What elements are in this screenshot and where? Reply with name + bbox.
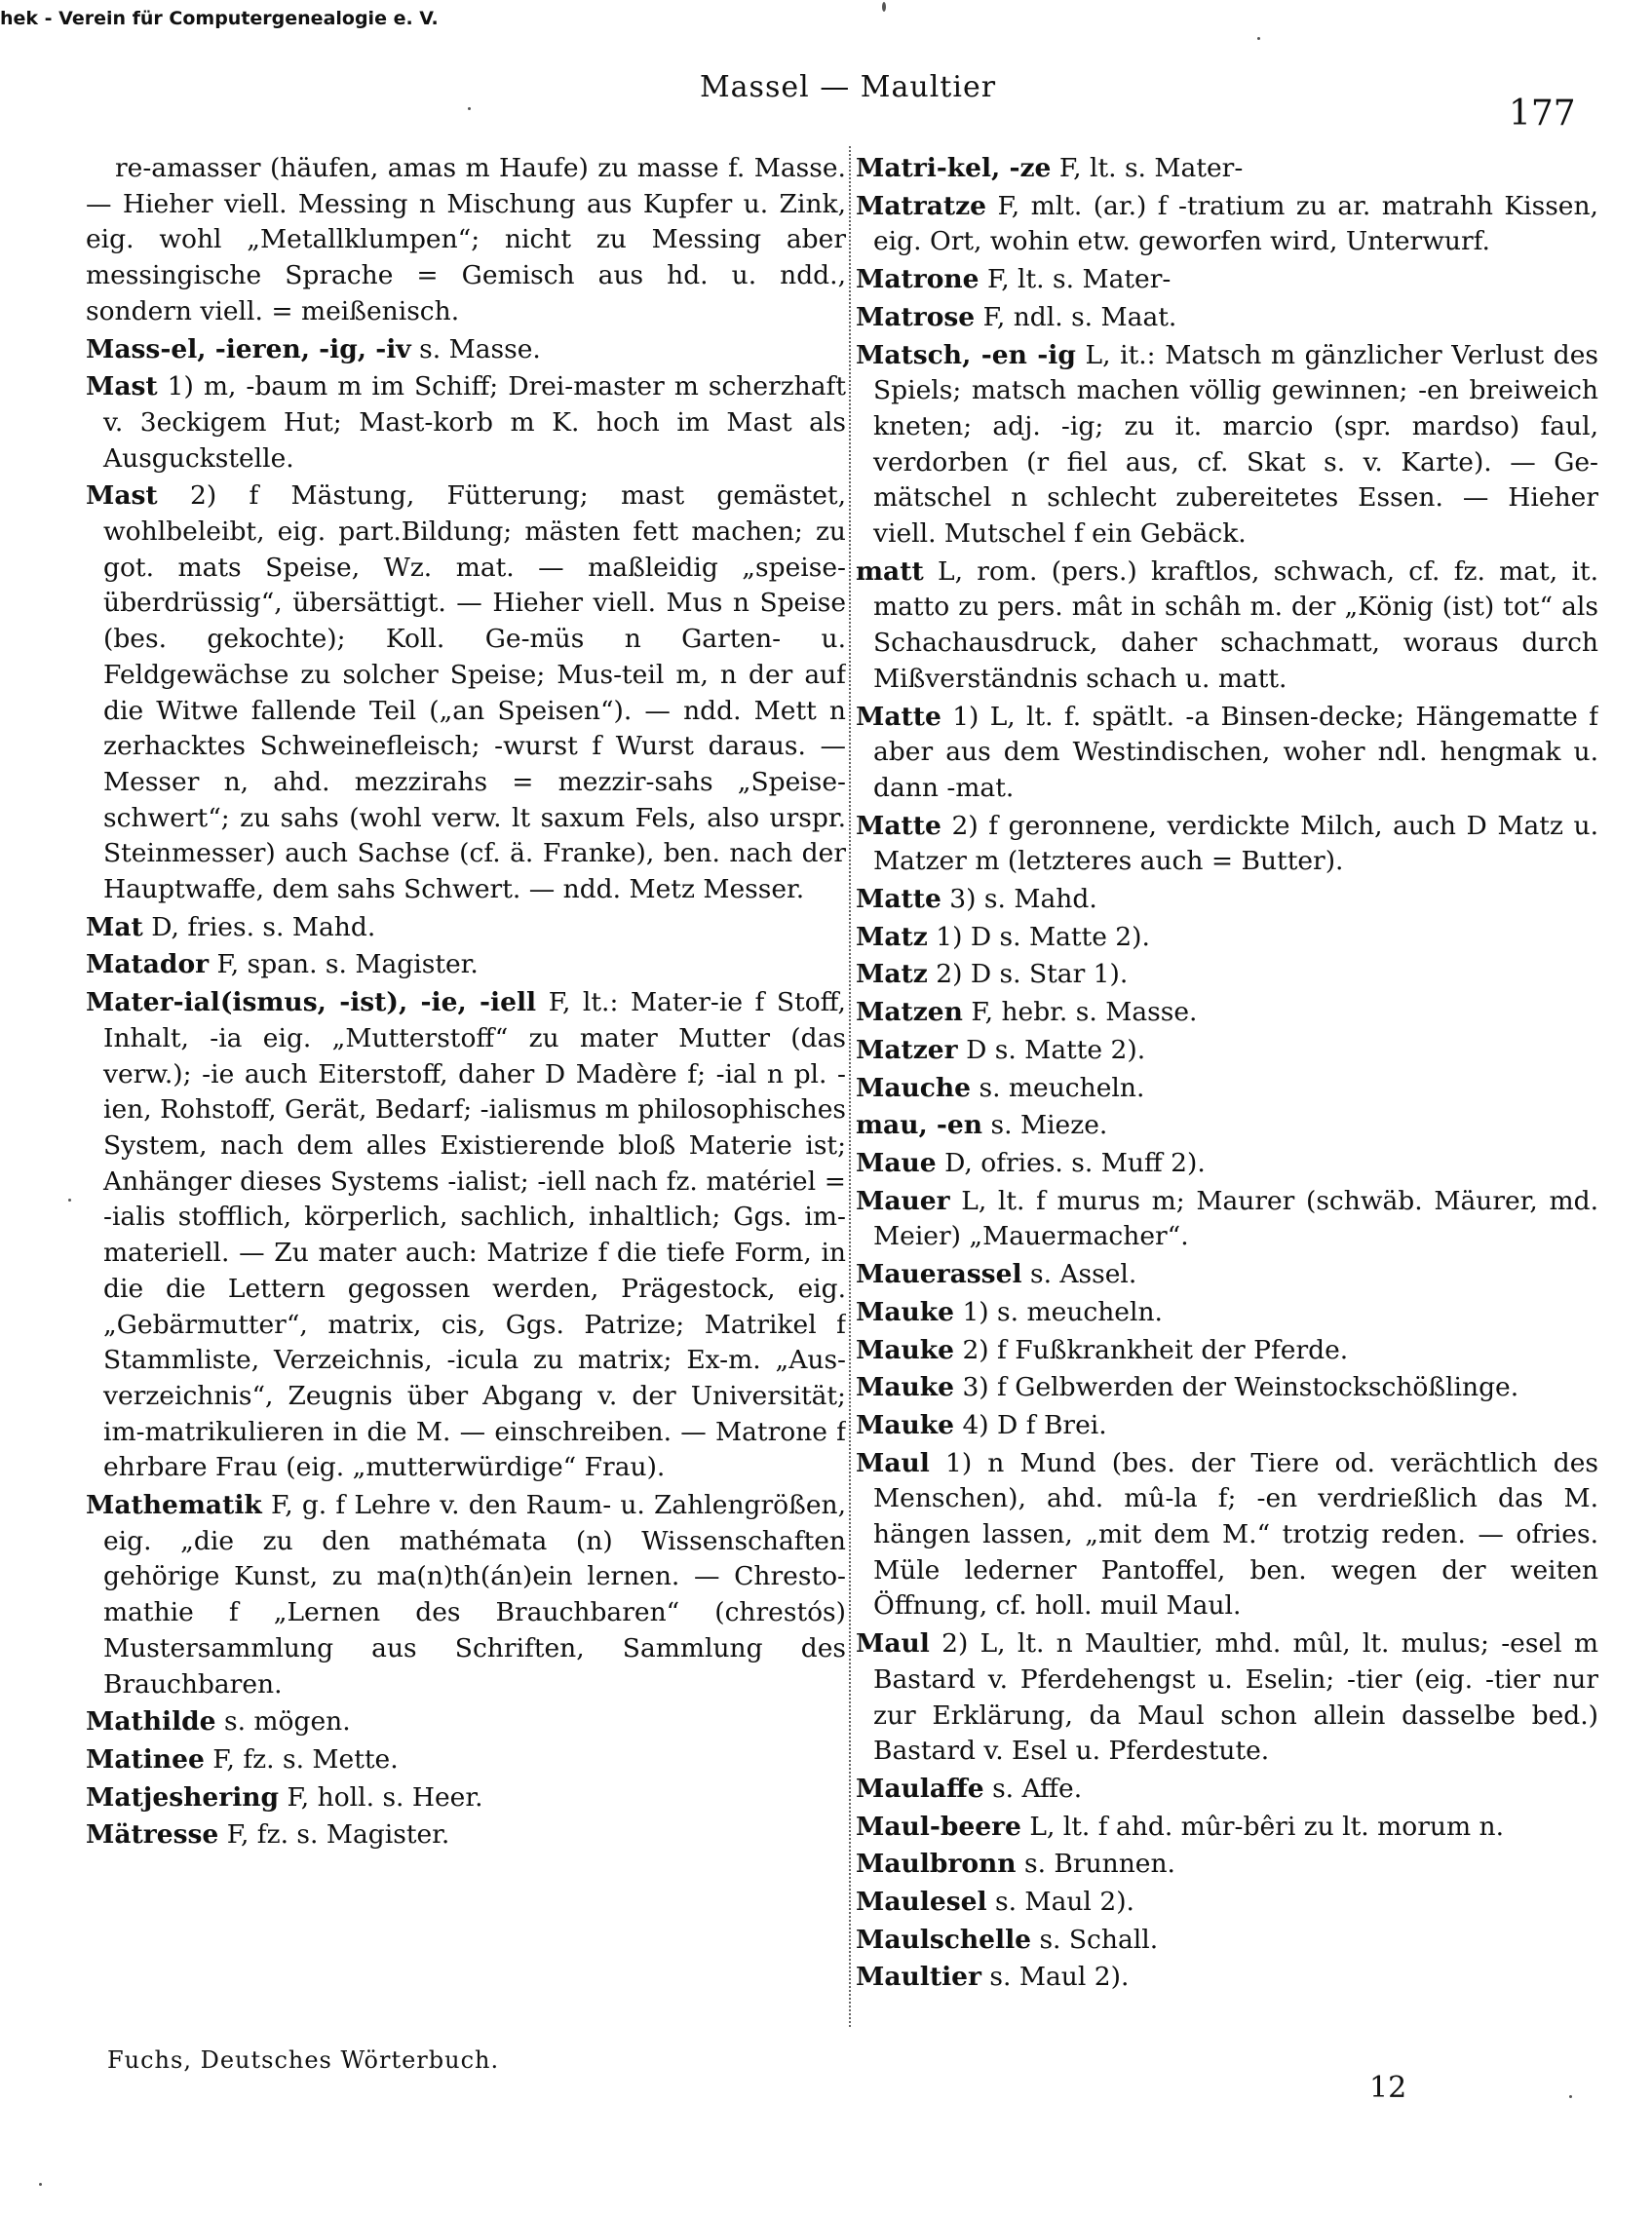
scan-speck (68, 1199, 71, 1202)
dictionary-entry (856, 1146, 1598, 1182)
dictionary-entry (856, 1446, 1598, 1625)
dictionary-entry (86, 1817, 846, 1853)
dictionary-entry (856, 700, 1598, 807)
entry-text: 2) f Fußkrankheit der Pferde. (962, 1334, 1349, 1365)
scan-speck (468, 107, 471, 110)
entry-text: L, rom. (pers.) kraftlos, schwach, cf. fz. mat, it. matto zu pers. mât in schâh m. der „König (ist) tot“ als Schachausdruck, daher schachmatt, woraus durch Mißverständnis schach u. matt. (873, 555, 1598, 694)
dictionary-entry (856, 1923, 1598, 1959)
entry-text: 3) f Gelbwerden der Weinstockschößlinge. (962, 1372, 1519, 1403)
entry-headword: Matinee (86, 1743, 205, 1775)
entry-headword: Maul (856, 1628, 930, 1660)
entry-text: F, lt.: Mater-ie f Stoff, Inhalt, -ia eig. „Mutterstoff“ zu mater Mutter (das verw.); -ie auch Eiterstoff, daher D Madère f; -ial n pl. -ien, Rohstoff, Gerät, Bedarf; -ialismus m philosophisches System, nach dem alles Existierende bloß Materie ist; Anhänger dieses Systems -ialist; -iell nach fz. matériel = -ialis stofflich, körperlich, sachlich, inhaltlich; Ggs. im-materiell. — Zu mater auch: Matrize f die tiefe Form, in die die Lettern gegossen werden, Prägestock, eig. „Gebärmutter“, matrix, cis, Ggs. Patrize; Matrikel f Stammliste, Verzeichnis, -icula zu matrix; Ex-m. „Aus-verzeichnis“, Zeugnis über Abgang v. der Universität; im-matrikulieren in die M. — einschreiben. — Matrone f ehrbare Frau (eig. „mutterwürdige“ Frau). (103, 987, 846, 1483)
entry-text: s. mögen. (223, 1706, 351, 1738)
dictionary-entry (856, 1295, 1598, 1331)
entry-headword: Mauerassel (856, 1259, 1022, 1290)
entry-headword: Mauke (856, 1334, 954, 1365)
entry-headword: matt (856, 555, 924, 587)
page-number: 177 (1509, 94, 1576, 134)
dictionary-entry (856, 1885, 1598, 1921)
dictionary-entry (856, 338, 1598, 553)
entry-headword: Mauke (856, 1409, 954, 1440)
entry-text: s. Brunnen. (1023, 1849, 1175, 1880)
entry-headword: mau, -en (856, 1110, 983, 1141)
entry-text: s. Maul 2). (989, 1962, 1130, 1993)
dictionary-entry (86, 332, 846, 368)
entry-headword: Matjeshering (86, 1781, 280, 1813)
entry-headword: Matrone (856, 264, 980, 295)
entry-text: F, span. s. Magister. (216, 949, 479, 980)
scan-speck (39, 2183, 42, 2186)
dictionary-entry (86, 910, 846, 946)
entry-headword: Matz (856, 959, 928, 990)
entry-text: D, ofries. s. Muff 2). (944, 1147, 1206, 1178)
entry-headword: Mathilde (86, 1706, 216, 1738)
entry-text: 1) D s. Matte 2). (936, 921, 1150, 952)
entry-headword: Maulbronn (856, 1849, 1017, 1880)
entry-text: F, fz. s. Magister. (226, 1819, 450, 1851)
entry-text: D s. Matte 2). (966, 1034, 1146, 1065)
entry-headword: Mauche (856, 1072, 972, 1103)
entry-headword: Maulschelle (856, 1924, 1032, 1955)
dictionary-entry (856, 809, 1598, 880)
dictionary-entry (856, 1370, 1598, 1406)
entry-headword: Matri-kel, -ze (856, 153, 1052, 183)
dictionary-entry (86, 1780, 846, 1816)
entry-text: 1) m, -baum m im Schiff; Drei-master m scherzhaft v. 3eckigem Hut; Mast-korb m K. hoch im Mast als Ausguckstelle. (103, 371, 846, 474)
dictionary-entry (856, 1184, 1598, 1255)
entry-headword: Matte (856, 810, 941, 841)
entry-headword: Matz (856, 921, 928, 952)
dictionary-entry (856, 995, 1598, 1031)
entry-text: s. Maul 2). (994, 1887, 1134, 1918)
dictionary-entry (856, 1033, 1598, 1069)
entry-headword: Matte (856, 701, 941, 732)
entry-headword: Mater-ial(ismus, -ist), -ie, -iell (86, 987, 537, 1018)
entry-headword: Mathematik (86, 1490, 262, 1521)
archive-watermark: hek - Verein für Computergenealogie e. V. (0, 8, 439, 29)
entry-headword: Mätresse (86, 1819, 219, 1851)
dictionary-entry (856, 189, 1598, 260)
dictionary-entry (86, 151, 846, 330)
entry-headword: Matzer (856, 1034, 958, 1065)
entry-text: s. Schall. (1039, 1924, 1159, 1955)
entry-text: 4) D f Brei. (962, 1409, 1107, 1440)
entry-headword: Maultier (856, 1962, 981, 1993)
dictionary-entry (86, 1488, 846, 1702)
entry-headword: Matzen (856, 997, 963, 1028)
running-head: Massel — Maultier (699, 70, 997, 104)
dictionary-entry (856, 957, 1598, 993)
entry-text: s. Mieze. (990, 1110, 1108, 1141)
scan-speck (1257, 37, 1260, 40)
scan-speck (882, 2, 886, 12)
entry-headword: Mast (86, 371, 158, 402)
column-divider (849, 146, 851, 2027)
dictionary-entry (86, 1742, 846, 1778)
entry-text: 1) L, lt. f. spätlt. -a Binsen-decke; Hängematte f aber aus dem Westindischen, woher ndl. hengmak u. dann -mat. (873, 701, 1598, 803)
entry-text: F, lt. s. Mater- (986, 264, 1172, 295)
dictionary-entry (86, 1704, 846, 1740)
entry-text: L, it.: Matsch m gänzlicher Verlust des Spiels; matsch machen völlig gewinnen; -en breiweich kneten; adj. -ig; zu it. marcio (spr. mardso) faul, verdorben (r fiel aus, cf. Skat s. v. Karte). — Ge-mätschel n schlecht zubereitetes Essen. — Hieher viell. Mutschel f ein Gebäck. (873, 339, 1598, 550)
dictionary-entry (856, 151, 1598, 187)
entry-headword: Mauke (856, 1296, 954, 1327)
entry-text: F, holl. s. Heer. (287, 1781, 483, 1813)
entry-text: 2) L, lt. n Maultier, mhd. mûl, lt. mulus; -esel m Bastard v. Pferdehengst u. Eselin; -tier (eig. -tier nur zur Erklärung, da Maul schon allein dasselbe bed.) Bastard v. Esel u. Pferdestute. (873, 1628, 1598, 1767)
entry-headword: Maulesel (856, 1887, 987, 1918)
dictionary-entry (856, 1408, 1598, 1444)
dictionary-entry (856, 1257, 1598, 1293)
entry-text: L, lt. f murus m; Maurer (schwäb. Mäurer, md. Meier) „Mauermacher“. (873, 1185, 1598, 1252)
dictionary-entry (856, 1772, 1598, 1808)
scan-speck (1569, 2095, 1572, 2098)
footer-signature-number: 12 (1369, 2071, 1407, 2105)
entry-text: D, fries. s. Mahd. (151, 911, 376, 942)
entry-headword: Mauer (856, 1185, 950, 1216)
entry-text: s. Affe. (992, 1773, 1083, 1804)
entry-text: 2) f geronnene, verdickte Milch, auch D Matz u. Matzer m (letzteres auch = Butter). (873, 810, 1598, 877)
dictionary-entry (856, 300, 1598, 336)
entry-text: 2) f Mästung, Fütterung; mast gemästet, wohlbeleibt, eig. part.Bildung; mästen fett machen; zu got. mats Speise, Wz. mat. — maßleidig „speise-überdrüssig“, übersättigt. — Hieher viell. Mus n Speise (bes. gekochte); Koll. Ge-müs n Garten- u. Feldgewächse zu solcher Speise; Mus-teil m, n der auf die Witwe fallende Teil („an Speisen“). — ndd. Mett n zerhacktes Schweinefleisch; -wurst f Wurst daraus. — Messer n, ahd. mezzirahs = mezzir-sahs „Speise-schwert“; zu sahs (wohl verw. lt saxum Fels, also urspr. Steinmesser) auch Sachse (cf. ä. Franke), ben. nach der Hauptwaffe, dem sahs Schwert. — ndd. Metz Messer. (103, 480, 846, 905)
entry-text: re-amasser (häufen, amas m Haufe) zu masse f. Masse. — Hieher viell. Messing n Mischung aus Kupfer u. Zink, eig. wohl „Metallklumpen“; nicht zu Messing aber messingische Sprache = Gemisch aus hd. u. ndd., sondern viell. = meißenisch. (86, 153, 846, 326)
entry-headword: Maue (856, 1147, 937, 1178)
entry-text: s. meucheln. (979, 1072, 1145, 1103)
dictionary-entry (856, 262, 1598, 298)
dictionary-entry (86, 947, 846, 983)
entry-text: F, ndl. s. Maat. (982, 301, 1177, 332)
entry-headword: Matrose (856, 301, 976, 332)
entry-headword: Mauke (856, 1372, 954, 1403)
entry-text: 1) n Mund (bes. der Tiere od. verächtlich des Menschen), ahd. mû-la f; -en verdrießlich das M. hängen lassen, „mit dem M.“ trotzig reden. — ofries. Müle lederner Pantoffel, ben. wegen der weiten Öffnung, cf. holl. muil Maul. (873, 1447, 1598, 1622)
dictionary-entry (856, 1626, 1598, 1770)
entry-text: F, g. f Lehre v. den Raum- u. Zahlengrößen, eig. „die zu den mathémata (n) Wissenschaften gehörige Kunst, zu ma(n)th(án)ein lernen. — Chresto-mathie f „Lernen des Brauchbaren“ (chrestós) Mustersammlung aus Schriften, Sammlung des Brauchbaren. (103, 1490, 846, 1700)
entry-text: s. Masse. (419, 333, 541, 364)
entry-headword: Mass-el, -ieren, -ig, -iv (86, 333, 411, 364)
dictionary-entry (856, 1810, 1598, 1846)
entry-headword: Mast (86, 480, 158, 512)
dictionary-entry (856, 1847, 1598, 1883)
dictionary-entry (856, 920, 1598, 956)
entry-headword: Matte (856, 884, 941, 915)
entry-headword: Mat (86, 911, 143, 942)
entry-headword: Maulaffe (856, 1773, 984, 1804)
dictionary-entry (856, 554, 1598, 698)
dictionary-entry (86, 985, 846, 1486)
dictionary-entry (856, 1071, 1598, 1107)
right-column (856, 151, 1598, 1998)
dictionary-entry (856, 882, 1598, 918)
entry-text: s. Assel. (1029, 1259, 1137, 1290)
footer-author-note: Fuchs, Deutsches Wörterbuch. (107, 2046, 500, 2074)
dictionary-entry (856, 1960, 1598, 1996)
entry-headword: Matador (86, 949, 210, 980)
entry-text: L, lt. f ahd. mûr-bêri zu lt. morum n. (1029, 1811, 1504, 1842)
entry-text: 2) D s. Star 1). (936, 959, 1129, 990)
left-column (86, 151, 846, 1855)
entry-headword: Matratze (856, 190, 987, 221)
entry-text: F, lt. s. Mater- (1058, 153, 1244, 183)
dictionary-entry (86, 369, 846, 477)
dictionary-entry (856, 1333, 1598, 1369)
entry-headword: Maul-beere (856, 1811, 1021, 1842)
entry-text: F, fz. s. Mette. (212, 1743, 399, 1775)
entry-text: 1) s. meucheln. (962, 1296, 1163, 1327)
entry-headword: Maul (856, 1447, 930, 1478)
entry-headword: Matsch, -en -ig (856, 339, 1076, 370)
entry-text: F, hebr. s. Masse. (971, 997, 1198, 1028)
dictionary-entry (856, 1108, 1598, 1144)
entry-text: F, mlt. (ar.) f -tratium zu ar. matrahh Kissen, eig. Ort, wohin etw. geworfen wird, Unterwurf. (873, 190, 1598, 257)
entry-text: 3) s. Mahd. (949, 884, 1097, 915)
dictionary-entry (86, 478, 846, 907)
